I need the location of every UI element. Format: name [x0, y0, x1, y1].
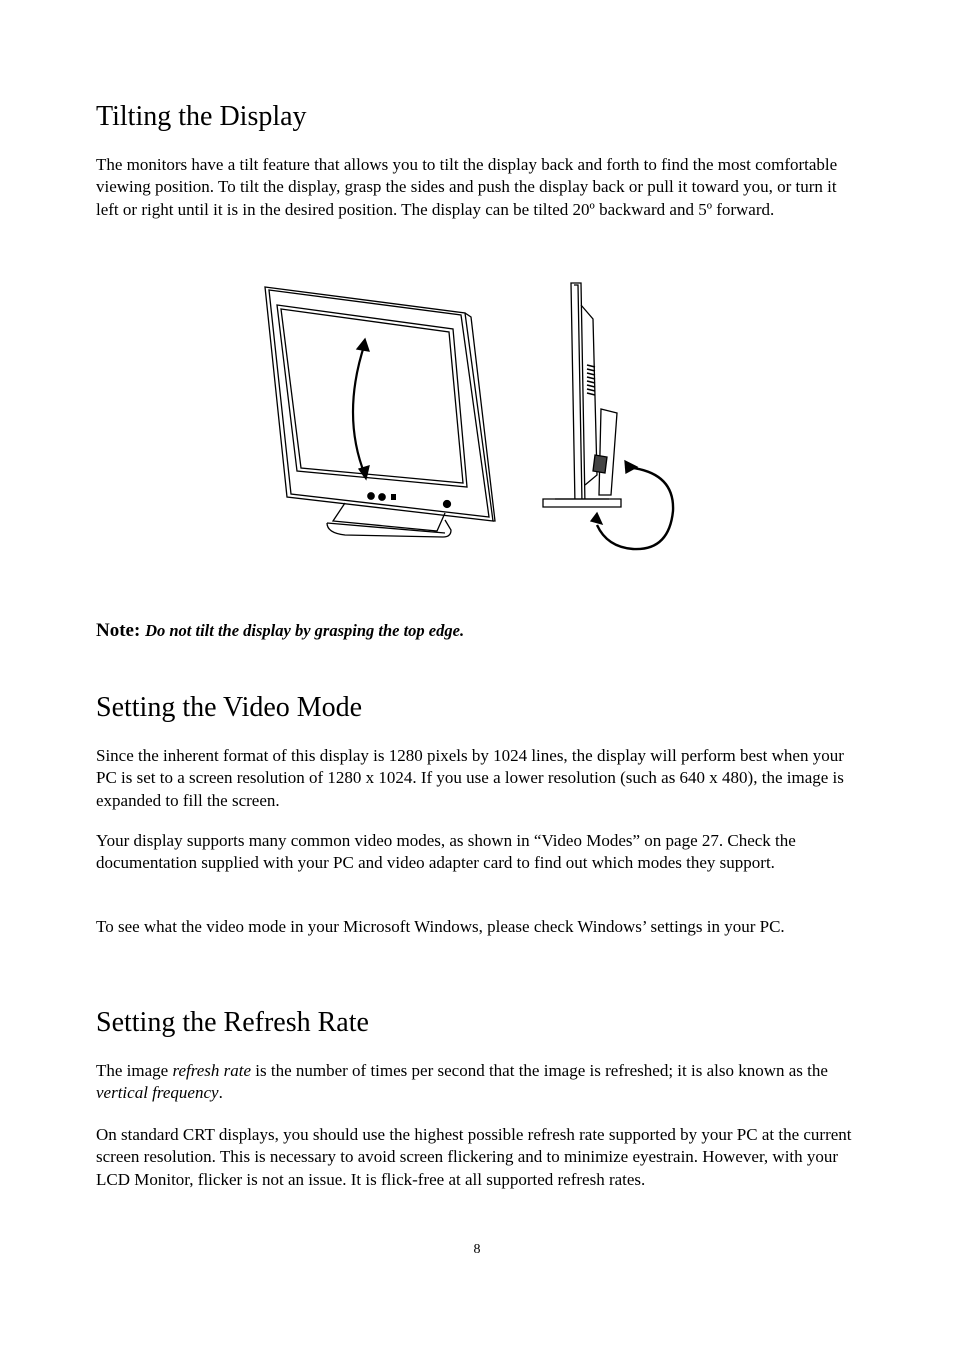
page-number: 8 — [473, 1242, 481, 1257]
refresh-text-c: . — [218, 1083, 223, 1103]
vertical-frequency-term: vertical frequency — [96, 1083, 219, 1103]
tilting-heading: Tilting the Display — [96, 101, 307, 132]
refresh-text-b: is the number of times per second that the image is refreshed; it is also known as the — [251, 1061, 828, 1080]
note-label: Note: — [96, 620, 141, 641]
tilt-note — [96, 620, 464, 642]
refresh-rate-paragraph-2: On standard CRT displays, you should use the highest possible refresh rate supported by your PC at the current screen resolution. This is necessary to avoid screen flickering and to minimize eyestrain. However, with your LCD Monitor, flicker is not an issue. It is flick-free at all supported refresh rates. — [96, 1125, 852, 1189]
refresh-rate-heading: Setting the Refresh Rate — [96, 1007, 369, 1038]
refresh-text-a: The image — [96, 1061, 173, 1080]
video-mode-paragraph-3: To see what the video mode in your Microsoft Windows, please check Windows’ settings in your PC. — [96, 917, 785, 936]
monitor-front-view — [265, 287, 495, 537]
refresh-rate-paragraph-1 — [96, 1060, 856, 1105]
video-mode-paragraph-2: Your display supports many common video modes, as shown in “Video Modes” on page 27. Check the documentation supplied with your PC and video adapter card to find out which modes they support. — [96, 831, 796, 873]
refresh-rate-term: refresh rate — [172, 1061, 252, 1080]
video-mode-heading: Setting the Video Mode — [96, 692, 363, 723]
video-mode-paragraph-1: Since the inherent format of this display is 1280 pixels by 1024 lines, the display will perform best when your PC is set to a screen resolution of 1280 x 1024. If you use a lower resolution (such as 640 x 480), the image is expanded to fill the screen. — [96, 746, 844, 810]
tilt-illustration — [255, 275, 685, 555]
monitor-side-view — [543, 283, 673, 549]
tilting-paragraph: The monitors have a tilt feature that allows you to tilt the display back and forth to find the most comfortable viewing position. To tilt the display, grasp the sides and push the display back or pull it toward you, or turn it left or right until it is in the desired position. The display can be tilted 20º backward and 5º forward. — [96, 155, 838, 219]
note-text: Do not tilt the display by grasping the top edge. — [145, 621, 465, 640]
